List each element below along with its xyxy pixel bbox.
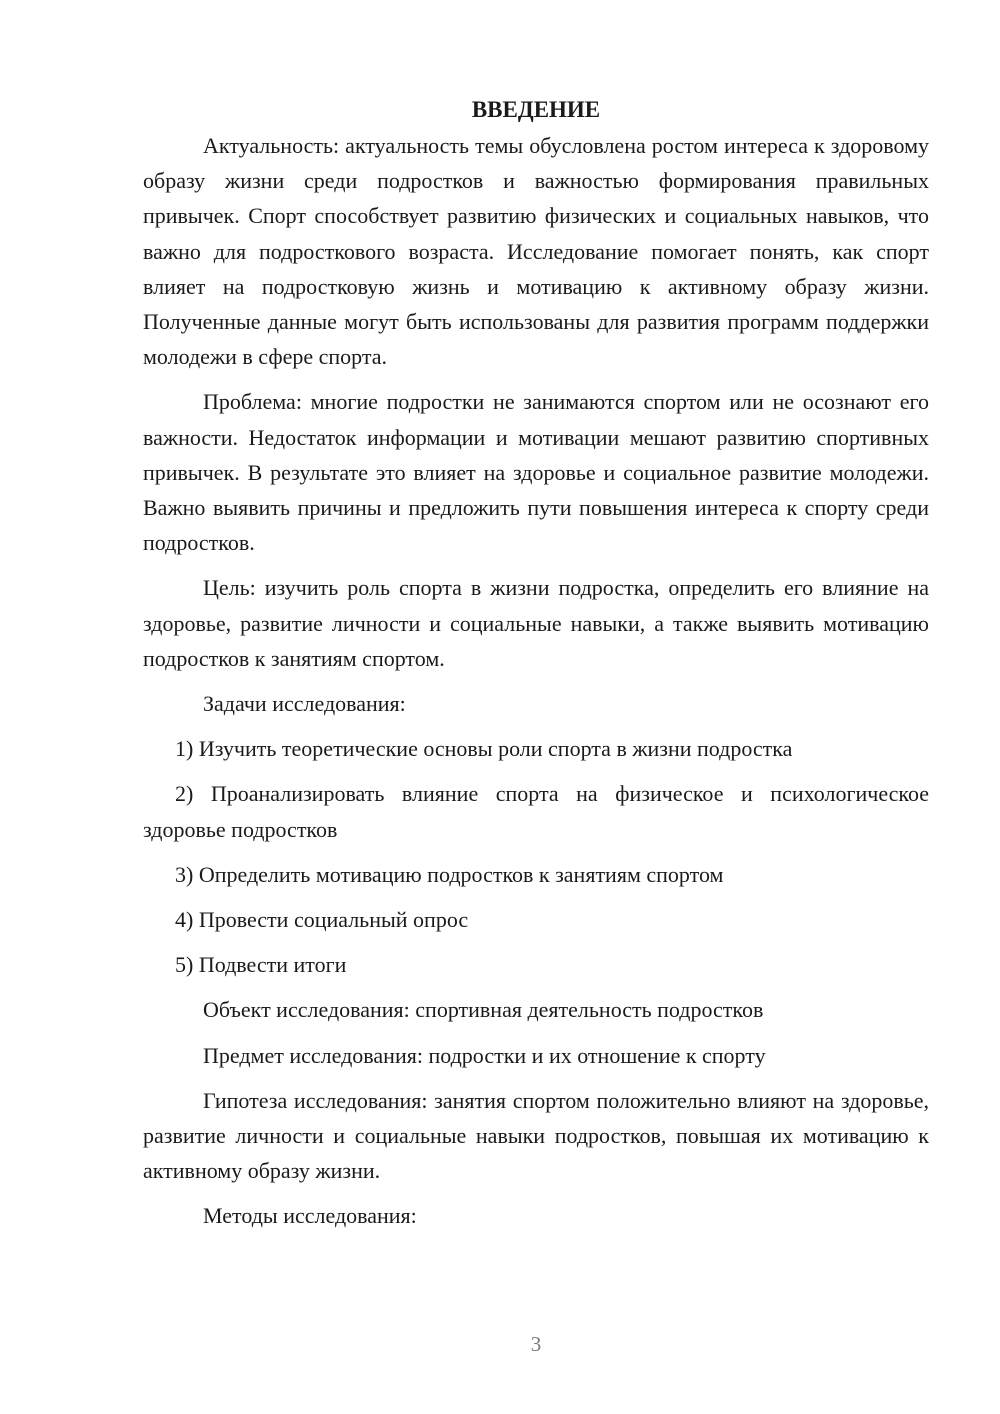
hypothesis-paragraph: Гипотеза исследования: занятия спортом положительно влияют на здоровье, развитие личности и социальные навыки подростков, повышая их мотивацию к активному образу жизни. (143, 1087, 929, 1184)
relevance-paragraph: Актуальность: актуальность темы обусловлена ростом интереса к здоровому образу жизни среди подростков и важностью формирования правильных привычек. Спорт способствует развитию физических и социальных навыков, что важно для подросткового возраста. Исследование помогает понять, как спорт влияет на подростковую жизнь и мотивацию к активному образу жизни. Полученные данные могут быть использованы для развития программ поддержки молодежи в сфере спорта. (143, 133, 929, 370)
subject-paragraph: Предмет исследования: подростки и их отношение к спорту (203, 1042, 766, 1068)
page-number: 3 (530, 1332, 542, 1356)
task-item: 2) Проанализировать влияние спорта на физическое и психологическое здоровье подростков (143, 781, 929, 842)
goal-paragraph: Цель: изучить роль спорта в жизни подростка, определить его влияние на здоровье, развитие личности и социальные навыки, а также выявить мотивацию подростков к занятиям спортом. (143, 575, 929, 671)
task-item: 5) Подвести итоги (175, 952, 347, 978)
task-item: 3) Определить мотивацию подростков к занятиям спортом (175, 861, 724, 887)
methods-title: Методы исследования: (203, 1203, 417, 1229)
document-page (143, 92, 929, 1244)
problem-paragraph: Проблема: многие подростки не занимаются спортом или не осознают его важности. Недостаток информации и мотивации мешают развитию спортивных привычек. В результате это влияет на здоровье и социальное развитие молодежи. Важно выявить причины и предложить пути повышения интереса к спорту среди подростков. (143, 389, 929, 556)
object-paragraph: Объект исследования: спортивная деятельность подростков (203, 997, 764, 1023)
task-item: 4) Провести социальный опрос (175, 907, 469, 933)
section-heading: ВВЕДЕНИЕ (471, 97, 601, 122)
task-item: 1) Изучить теоретические основы роли спорта в жизни подростка (175, 736, 793, 762)
tasks-title: Задачи исследования: (203, 691, 406, 717)
